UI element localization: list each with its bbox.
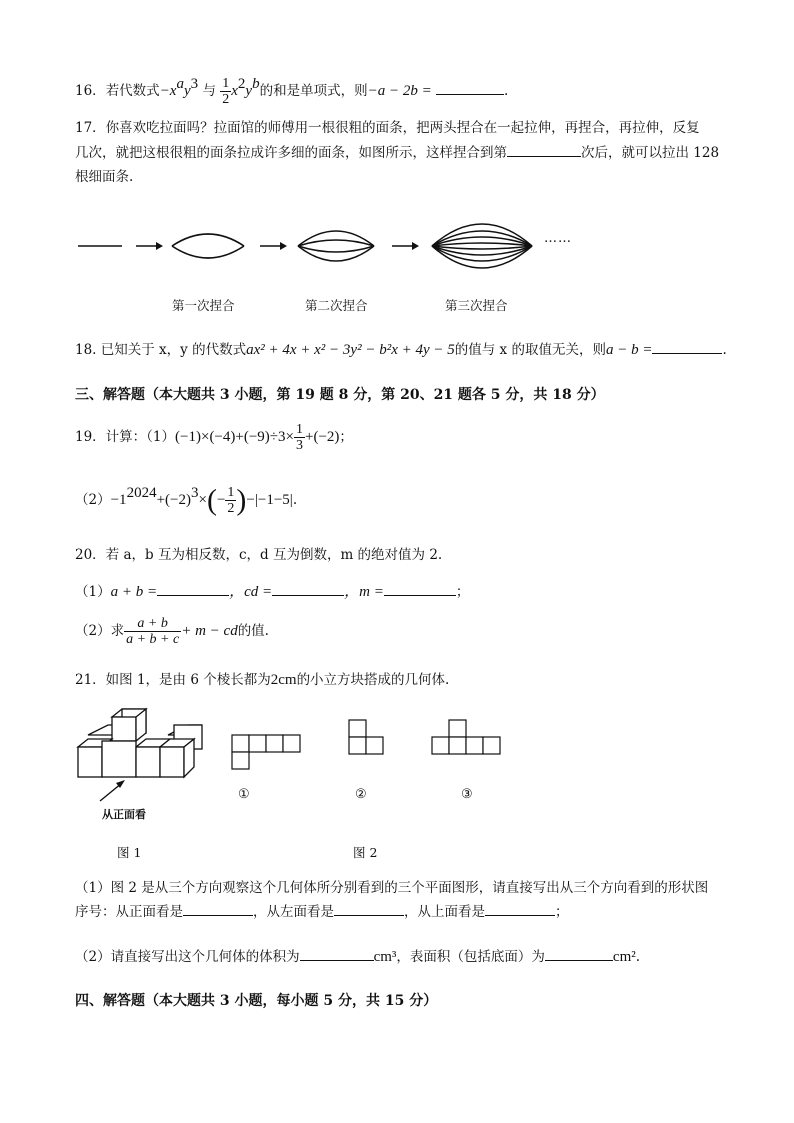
view-shape-1 (230, 733, 305, 773)
q18-target-expr: a − b = (605, 342, 653, 358)
answer-blank[interactable] (183, 901, 253, 916)
q20-expr-2: ，cd = (229, 584, 273, 600)
answer-blank[interactable] (436, 80, 504, 95)
q20-part1-label: （1） (75, 584, 111, 600)
arrow-icon (260, 242, 287, 250)
q20-part-2 (75, 616, 269, 647)
q18-text-2: 的值与 x 的取值无关，则 (454, 342, 606, 358)
q19-inner-fraction (225, 485, 236, 516)
q16-y2: y (245, 83, 253, 99)
q17-line-2 (75, 142, 719, 164)
q19-sep: ； (339, 429, 353, 445)
q16-target-expr: −a − 2b = (367, 83, 432, 99)
q16-term-1: −x (159, 83, 177, 99)
frac-num: 1 (227, 485, 235, 500)
continuation-dots: …… (544, 231, 572, 246)
q21-sub1-line-1: （1）图 2 是从三个方向观察这个几何体所分别看到的三个平面图形，请直接写出从三个方向看到的形状图 (75, 880, 709, 896)
q21-top-text: ，从上面看是 (404, 904, 485, 920)
answer-blank[interactable] (485, 901, 555, 916)
figure-1-caption: 图 1 (117, 845, 142, 860)
answer-blank[interactable] (300, 946, 374, 961)
q19-expr2-d: −|−1−5| (246, 492, 293, 508)
q19-inner-sign: − (216, 492, 226, 508)
answer-blank[interactable] (272, 581, 344, 596)
noodle-folding-figure (70, 210, 590, 280)
q17-text-b: 次后，就可以拉出 128 (581, 145, 720, 161)
q16-exp-a: a (176, 76, 184, 92)
question-16 (75, 73, 508, 107)
q20-fraction (124, 616, 181, 647)
q19-exp-3: 3 (190, 485, 199, 501)
front-view-label: 从正面看 (102, 808, 146, 821)
q16-text-2: 与 (202, 83, 216, 99)
q21-front-text: 序号：从正面看是 (75, 904, 183, 920)
answer-blank[interactable] (334, 901, 404, 916)
q18-text-1: 18. 已知关于 x，y 的代数式 (75, 342, 247, 358)
section-3-heading: 三、解答题（本大题共 3 小题，第 19 题 8 分，第 20、21 题各 5 分，共 18 分） (75, 387, 605, 403)
first-fold-shape (172, 234, 244, 258)
q16-exp-2: 2 (237, 76, 246, 92)
q21-area-text: ，表面积（包括底面）为 (396, 949, 545, 965)
q21-edge-length: 2cm (270, 672, 297, 688)
q21-sub2 (75, 946, 640, 968)
q19-part2-label: （2） (75, 492, 111, 508)
q20-expr-4: + m − cd (181, 623, 238, 639)
q20-part-1 (75, 581, 469, 603)
third-fold-shape (432, 224, 532, 268)
question-19-part-2 (75, 482, 297, 516)
q20-end-text: 的值. (237, 623, 269, 639)
q19-expr2-a: −1 (110, 492, 127, 508)
q21-text-b: 的小立方块搭成的几何体. (296, 672, 450, 688)
q19-expr-a: (−1)×(−4)+(−9)÷3× (175, 429, 294, 445)
cube-assembly-figure (70, 703, 210, 813)
choice-2-label: ② (355, 787, 367, 802)
q19-end: . (292, 492, 298, 508)
right-paren: ) (236, 483, 247, 517)
question-18 (75, 339, 727, 361)
q21-sep: ； (555, 904, 569, 920)
frac-num: 1 (222, 76, 230, 91)
q19-exp-2024: 2024 (126, 485, 157, 501)
frac-den: 2 (227, 501, 235, 516)
q18-end: . (722, 342, 727, 358)
q16-fraction (220, 76, 231, 107)
q21-sub1-line-2 (75, 901, 569, 923)
q21-end: . (635, 949, 641, 965)
answer-blank[interactable] (384, 581, 456, 596)
frac-num: a + b (124, 616, 181, 632)
caption-first-fold: 第一次捏合 (172, 298, 235, 313)
q20-expr-3: ，m = (344, 584, 384, 600)
frac-den: 2 (222, 92, 230, 107)
answer-blank[interactable] (157, 581, 229, 596)
q19-expr2-b: +(−2) (156, 492, 191, 508)
q20-part2-label: （2）求 (75, 623, 125, 639)
q16-y: y (183, 83, 191, 99)
frac-den: a + b + c (126, 632, 180, 647)
frac-den: 3 (296, 438, 303, 453)
q20-line-1: 20．若 a，b 互为相反数，c，d 互为倒数，m 的绝对值为 2. (75, 547, 443, 563)
unit-cm2: cm² (612, 949, 636, 965)
q21-line-1 (75, 669, 449, 691)
q21-volume-text: （2）请直接写出这个几何体的体积为 (75, 949, 300, 965)
q16-exp-3: 3 (190, 76, 199, 92)
q19-label: 19．计算：（1） (75, 429, 176, 445)
answer-blank[interactable] (652, 339, 722, 354)
answer-blank[interactable] (507, 142, 581, 157)
q17-line-1: 17．你喜欢吃拉面吗？拉面馆的师傅用一根很粗的面条，把两头捏合在一起拉伸，再捏合，再拉伸，反复 (75, 120, 700, 136)
q20-expr-1: a + b = (110, 584, 158, 600)
caption-second-fold: 第二次捏合 (305, 298, 368, 313)
q17-line-3: 根细面条. (75, 169, 134, 185)
q16-end: . (504, 83, 509, 99)
view-shape-2 (347, 718, 387, 758)
frac-num: 1 (296, 422, 303, 437)
q17-text-a: 几次，就把这根很粗的面条拉成许多细的面条，如图所示，这样捏合到第 (75, 145, 507, 161)
view-shape-3 (430, 718, 505, 758)
q21-left-text: ，从左面看是 (253, 904, 334, 920)
q16-text-1: 若代数式 (105, 83, 160, 99)
q19-fraction (294, 422, 305, 453)
arrow-icon (392, 242, 419, 250)
q19-expr-b: +(−2) (305, 429, 340, 445)
q16-text-3: 的和是单项式，则 (259, 83, 368, 99)
choice-1-label: ① (238, 787, 250, 802)
answer-blank[interactable] (545, 946, 613, 961)
q20-sep: ； (455, 584, 470, 600)
choice-3-label: ③ (461, 787, 473, 802)
second-fold-shape (298, 231, 374, 261)
caption-third-fold: 第三次捏合 (445, 298, 508, 313)
view-arrow-icon (100, 780, 125, 801)
unit-cm3: cm³ (373, 949, 397, 965)
q21-text-a: 21．如图 1，是由 6 个棱长都为 (75, 672, 271, 688)
question-19-part-1 (75, 422, 353, 453)
figure-2-caption: 图 2 (353, 845, 378, 860)
q16-exp-b: b (252, 76, 260, 92)
left-paren: ( (206, 483, 217, 517)
question-number: 16． (75, 83, 106, 99)
arrow-icon (136, 242, 163, 250)
q19-expr2-c: × (198, 492, 207, 508)
section-4-heading: 四、解答题（本大题共 3 小题，每小题 5 分，共 15 分） (75, 993, 438, 1009)
q16-x: x (231, 83, 238, 99)
q18-expression: ax² + 4x + x² − 3y² − b²x + 4y − 5 (246, 342, 455, 358)
